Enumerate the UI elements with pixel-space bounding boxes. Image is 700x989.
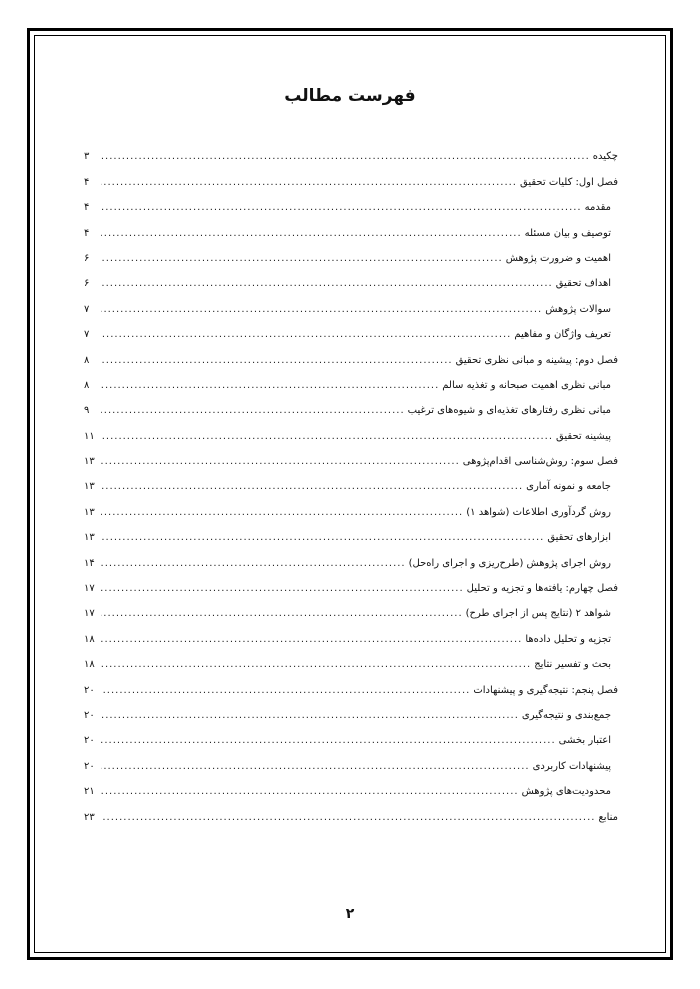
toc-dot-leader	[101, 761, 530, 772]
toc-entry-page: ۴	[84, 176, 90, 188]
toc-dot-leader	[101, 278, 553, 289]
toc-entry-page: ۸	[84, 379, 90, 391]
toc-entry-title: پیشنهادات کاربردی	[532, 760, 611, 772]
toc-dot-leader	[101, 710, 519, 721]
toc-entry-title: فصل دوم: پیشینه و مبانی نظری تحقیق	[455, 354, 618, 366]
toc-entry[interactable]	[84, 619, 618, 644]
toc-dot-leader	[101, 634, 522, 645]
toc-entry[interactable]	[84, 188, 618, 213]
toc-entry[interactable]	[84, 746, 618, 771]
toc-entry[interactable]	[84, 239, 618, 264]
toc-entry-page: ۱۸	[84, 633, 95, 645]
toc-entry[interactable]	[84, 797, 618, 822]
toc-dot-leader	[101, 481, 523, 492]
toc-entry-page: ۴	[84, 202, 90, 214]
toc-entry-page: ۷	[84, 329, 90, 341]
toc-dot-leader	[101, 380, 439, 391]
toc-entry[interactable]	[84, 518, 618, 543]
toc-entry[interactable]	[84, 696, 618, 721]
toc-entry-page: ۱۳	[84, 532, 95, 544]
toc-entry[interactable]	[84, 772, 618, 797]
toc-entry-page: ۱۳	[84, 456, 95, 468]
toc-dot-leader	[101, 685, 470, 696]
toc-entry-title: پیشینه تحقیق	[556, 430, 611, 442]
page-number: ۲	[345, 906, 355, 922]
toc-dot-leader	[101, 786, 519, 797]
toc-entry-page: ۱۷	[84, 583, 95, 595]
toc-dot-leader	[101, 735, 556, 746]
toc-entry[interactable]	[84, 264, 618, 289]
toc-entry[interactable]	[84, 594, 618, 619]
table-of-contents	[84, 137, 618, 823]
toc-dot-leader	[101, 253, 503, 264]
toc-entry-page: ۱۱	[84, 430, 95, 442]
toc-entry[interactable]	[84, 391, 618, 416]
toc-dot-leader	[101, 177, 517, 188]
toc-entry-title: بحث و تفسیر نتایج	[534, 659, 611, 671]
toc-entry-title: اعتبار بخشی	[558, 735, 611, 747]
toc-dot-leader	[101, 202, 582, 213]
toc-entry-page: ۲۱	[84, 786, 95, 798]
toc-entry-title: چکیده	[592, 151, 618, 163]
toc-dot-leader	[101, 304, 542, 315]
toc-entry-page: ۲۰	[84, 735, 95, 747]
toc-entry-page: ۱۳	[84, 506, 95, 518]
toc-dot-leader	[101, 659, 531, 670]
toc-entry-page: ۲۰	[84, 709, 95, 721]
toc-entry-page: ۲۰	[84, 760, 95, 772]
toc-entry-title: مقدمه	[584, 202, 611, 214]
toc-entry-title: فصل سوم: روش‌شناسی اقدام‌پژوهی	[462, 456, 618, 468]
toc-dot-leader	[101, 532, 544, 543]
toc-entry-title: شواهد ۲ (نتایج پس از اجرای طرح)	[465, 608, 611, 620]
toc-entry-title: فصل اول: کلیات تحقیق	[519, 176, 618, 188]
toc-dot-leader	[101, 507, 463, 518]
toc-entry[interactable]	[84, 416, 618, 441]
toc-entry[interactable]	[84, 366, 618, 391]
toc-entry-title: ابزارهای تحقیق	[547, 532, 611, 544]
toc-dot-leader	[101, 456, 460, 467]
toc-dot-leader	[101, 329, 511, 340]
page-title: فهرست مطالب	[284, 86, 416, 106]
toc-entry[interactable]	[84, 442, 618, 467]
toc-entry-title: روش گردآوری اطلاعات (شواهد ۱)	[466, 506, 611, 518]
toc-dot-leader	[101, 405, 405, 416]
toc-entry-page: ۶	[84, 278, 90, 290]
toc-entry-title: سوالات پژوهش	[545, 303, 611, 315]
toc-entry-title: تعریف واژگان و مفاهیم	[514, 329, 611, 341]
toc-entry[interactable]	[84, 492, 618, 517]
toc-entry[interactable]	[84, 721, 618, 746]
toc-entry[interactable]	[84, 467, 618, 492]
toc-entry[interactable]	[84, 162, 618, 187]
toc-entry[interactable]	[84, 213, 618, 238]
toc-entry-page: ۴	[84, 227, 90, 239]
toc-dot-leader	[101, 558, 406, 569]
toc-entry-title: منابع	[598, 811, 618, 823]
toc-entry-title: فصل چهارم: یافته‌ها و تجزیه و تحلیل	[466, 583, 618, 595]
toc-entry-title: مبانی نظری رفتارهای تغذیه‌ای و شیوه‌های ترغیب	[407, 405, 611, 417]
toc-entry-title: اهمیت و ضرورت پژوهش	[505, 252, 611, 264]
toc-entry-page: ۱۷	[84, 608, 95, 620]
toc-entry[interactable]	[84, 137, 618, 162]
toc-dot-leader	[101, 583, 464, 594]
toc-entry[interactable]	[84, 289, 618, 314]
toc-entry-title: جمع‌بندی و نتیجه‌گیری	[521, 709, 611, 721]
toc-dot-leader	[101, 151, 590, 162]
toc-entry-page: ۹	[84, 405, 90, 417]
toc-entry[interactable]	[84, 543, 618, 568]
toc-entry-title: روش اجرای پژوهش (طرح‌ریزی و اجرای راه‌حل)	[408, 557, 611, 569]
toc-dot-leader	[101, 812, 595, 823]
toc-entry-page: ۷	[84, 303, 90, 315]
toc-entry-page: ۳	[84, 151, 90, 163]
toc-entry-title: مبانی نظری اهمیت صبحانه و تغذیه سالم	[442, 379, 611, 391]
toc-entry-page: ۱۴	[84, 557, 95, 569]
toc-entry-page: ۶	[84, 252, 90, 264]
toc-entry[interactable]	[84, 340, 618, 365]
toc-entry-page: ۲۳	[84, 811, 95, 823]
toc-entry-page: ۱۸	[84, 659, 95, 671]
toc-entry-title: جامعه و نمونه آماری	[526, 481, 611, 493]
toc-entry-title: اهداف تحقیق	[555, 278, 611, 290]
toc-entry[interactable]	[84, 569, 618, 594]
toc-entry[interactable]	[84, 315, 618, 340]
toc-entry-page: ۱۳	[84, 481, 95, 493]
toc-entry-title: محدودیت‌های پژوهش	[521, 786, 611, 798]
toc-dot-leader	[101, 608, 463, 619]
toc-entry[interactable]	[84, 670, 618, 695]
toc-dot-leader	[101, 228, 522, 239]
toc-entry-page: ۲۰	[84, 684, 95, 696]
toc-entry-title: فصل پنجم: نتیجه‌گیری و پیشنهادات	[473, 684, 618, 696]
toc-entry-page: ۸	[84, 354, 90, 366]
toc-entry-title: تجزیه و تحلیل داده‌ها	[525, 633, 611, 645]
toc-entry-title: توصیف و بیان مسئله	[524, 227, 611, 239]
toc-dot-leader	[101, 355, 453, 366]
toc-entry[interactable]	[84, 645, 618, 670]
toc-dot-leader	[101, 431, 553, 442]
